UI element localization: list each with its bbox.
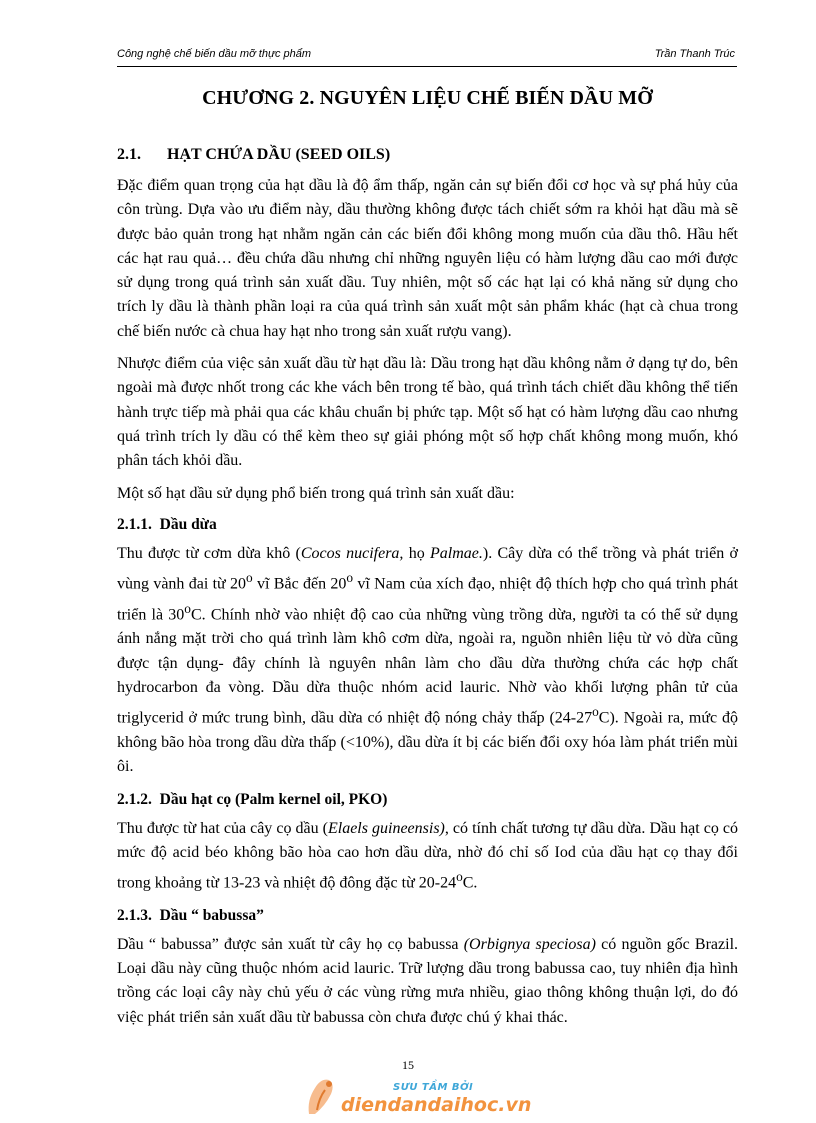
page-number: 15 xyxy=(402,1058,414,1072)
watermark-site: diendandaihoc.vn xyxy=(341,1094,532,1116)
paragraph-coconut: Thu được từ cơm dừa khô (Cocos nucifera, họ Palmae.). Cây dừa có thể trồng và phát triển ở vùng vành đai từ 20$^o$ vĩ Bắc đến 20$^o$ vĩ Nam của xích đạo, nhiệt độ thích hợp cho quá trình phát triển là 30$^o$C. Chính nhờ vào nhiệt độ cao của những vùng trồng dừa, người ta có thể sử dụng ánh nắng mặt trời cho quá trình làm khô cơm dừa, ngoài ra, nguồn nhiên liệu từ vỏ dừa cũng được tận dụng- đây chính là nguyên nhân làm cho dầu dừa thường chứa các hợp chất hydrocarbon đa vòng. Dầu dừa thuộc nhóm acid lauric. Nhờ vào khối lượng phân tử của triglycerid ở mức trung bình, dầu dừa có nhiệt độ nóng chảy thấp (24-27$^o$C). Ngoài ra, mức độ không bão hòa trong dầu dừa thấp (<10%), dầu dừa ít bị các biến đổi oxy hóa làm phát triển mùi ôi. xyxy=(117,544,739,776)
subsection-number: 2.1.2. xyxy=(117,790,152,808)
subsection-heading-coconut xyxy=(117,514,738,536)
watermark-caption: SƯU TẦM BỞI xyxy=(393,1082,474,1093)
section-heading xyxy=(117,144,738,166)
section-title: HẠT CHỨA DẦU (SEED OILS) xyxy=(167,146,391,163)
subsection-title: Dầu dừa xyxy=(159,515,217,533)
section-number: 2.1. xyxy=(117,146,141,163)
paragraph-intro-3: Một số hạt dầu sử dụng phổ biến trong quá trình sản xuất dầu: xyxy=(117,484,515,502)
page-header xyxy=(117,44,737,68)
header-book-title: Công nghệ chế biến dầu mỡ thực phẩm xyxy=(117,48,312,60)
watermark xyxy=(305,1066,545,1122)
header-author: Trần Thanh Trúc xyxy=(654,48,735,60)
pencil-icon xyxy=(305,1074,339,1118)
paragraph-babussa: Dầu “ babussa” được sản xuất từ cây họ cọ babussa (Orbignya speciosa) có nguồn gốc Brazil. Loại dầu này cũng thuộc nhóm acid lauric. Trữ lượng dầu trong babussa cao, tuy nhiên địa hình trồng các loại cây này chủ yếu ở các vùng rừng mưa nhiều, giao thông không thuận lợi, do đó việc phát triển sản xuất dầu từ babussa còn chưa được chú ý khai thác. xyxy=(117,935,739,1026)
subsection-title: Dầu hạt cọ (Palm kernel oil, PKO) xyxy=(159,790,388,808)
paragraph-intro-2: Nhược điểm của việc sản xuất dầu từ hạt dầu là: Dầu trong hạt dầu không nằm ở dạng tự do, bên ngoài mà được nhốt trong các khe vách bên trong tế bào, quá trình tách chiết dầu không thể tiến hành trực tiếp mà phải qua các khâu chuẩn bị phức tạp. Một số hạt có hàm lượng dầu cao nhưng quá trình trích ly dầu có thể kèm theo sự giải phóng một số hợp chất không mong muốn, khó phân tách khỏi dầu. xyxy=(117,355,738,470)
subsection-title: Dầu “ babussa” xyxy=(159,906,264,924)
subsection-heading-pko xyxy=(117,789,738,811)
page-content xyxy=(117,84,738,1030)
paragraph-pko: Thu được từ hat của cây cọ dầu (Elaels guineensis), có tính chất tương tự dầu dừa. Dầu hạt cọ có mức độ acid béo không bão hòa cao hơn dầu dừa, nhờ đó chỉ số Iod của dầu hạt cọ thay đổi trong khoảng từ 13-23 và nhiệt độ đông đặc từ 20-24$^o$C. xyxy=(117,819,738,892)
chapter-title: CHƯƠNG 2. NGUYÊN LIỆU CHẾ BIẾN DẦU MỠ xyxy=(202,87,653,109)
subsection-heading-babussa xyxy=(117,905,738,927)
subsection-number: 2.1.3. xyxy=(117,906,152,924)
paragraph-intro-1: Đặc điểm quan trọng của hạt dầu là độ ẩm thấp, ngăn cản sự biến đổi cơ học và sự phá hủy của côn trùng. Dựa vào ưu điểm này, dầu thường không được tách chiết sớm ra khỏi hạt dầu mà sẽ được bảo quản trong hạt nhằm ngăn cản các biến đổi không mong muốn của dầu thô. Hầu hết các hạt rau quả… đều chứa dầu nhưng chỉ những nguyên liệu có hàm lượng dầu cao mới được sử dụng trong quá trình sản xuất dầu. Tuy nhiên, một số các hạt lại có khả năng sử dụng cho trích ly dầu là thành phần loại ra của quá trình sản xuất một sản phẩm khác (hạt cà chua trong chế biến nước cà chua hay hạt nho trong sản xuất rượu vang). xyxy=(117,177,738,340)
subsection-number: 2.1.1. xyxy=(117,515,152,533)
header-rule xyxy=(117,66,737,67)
